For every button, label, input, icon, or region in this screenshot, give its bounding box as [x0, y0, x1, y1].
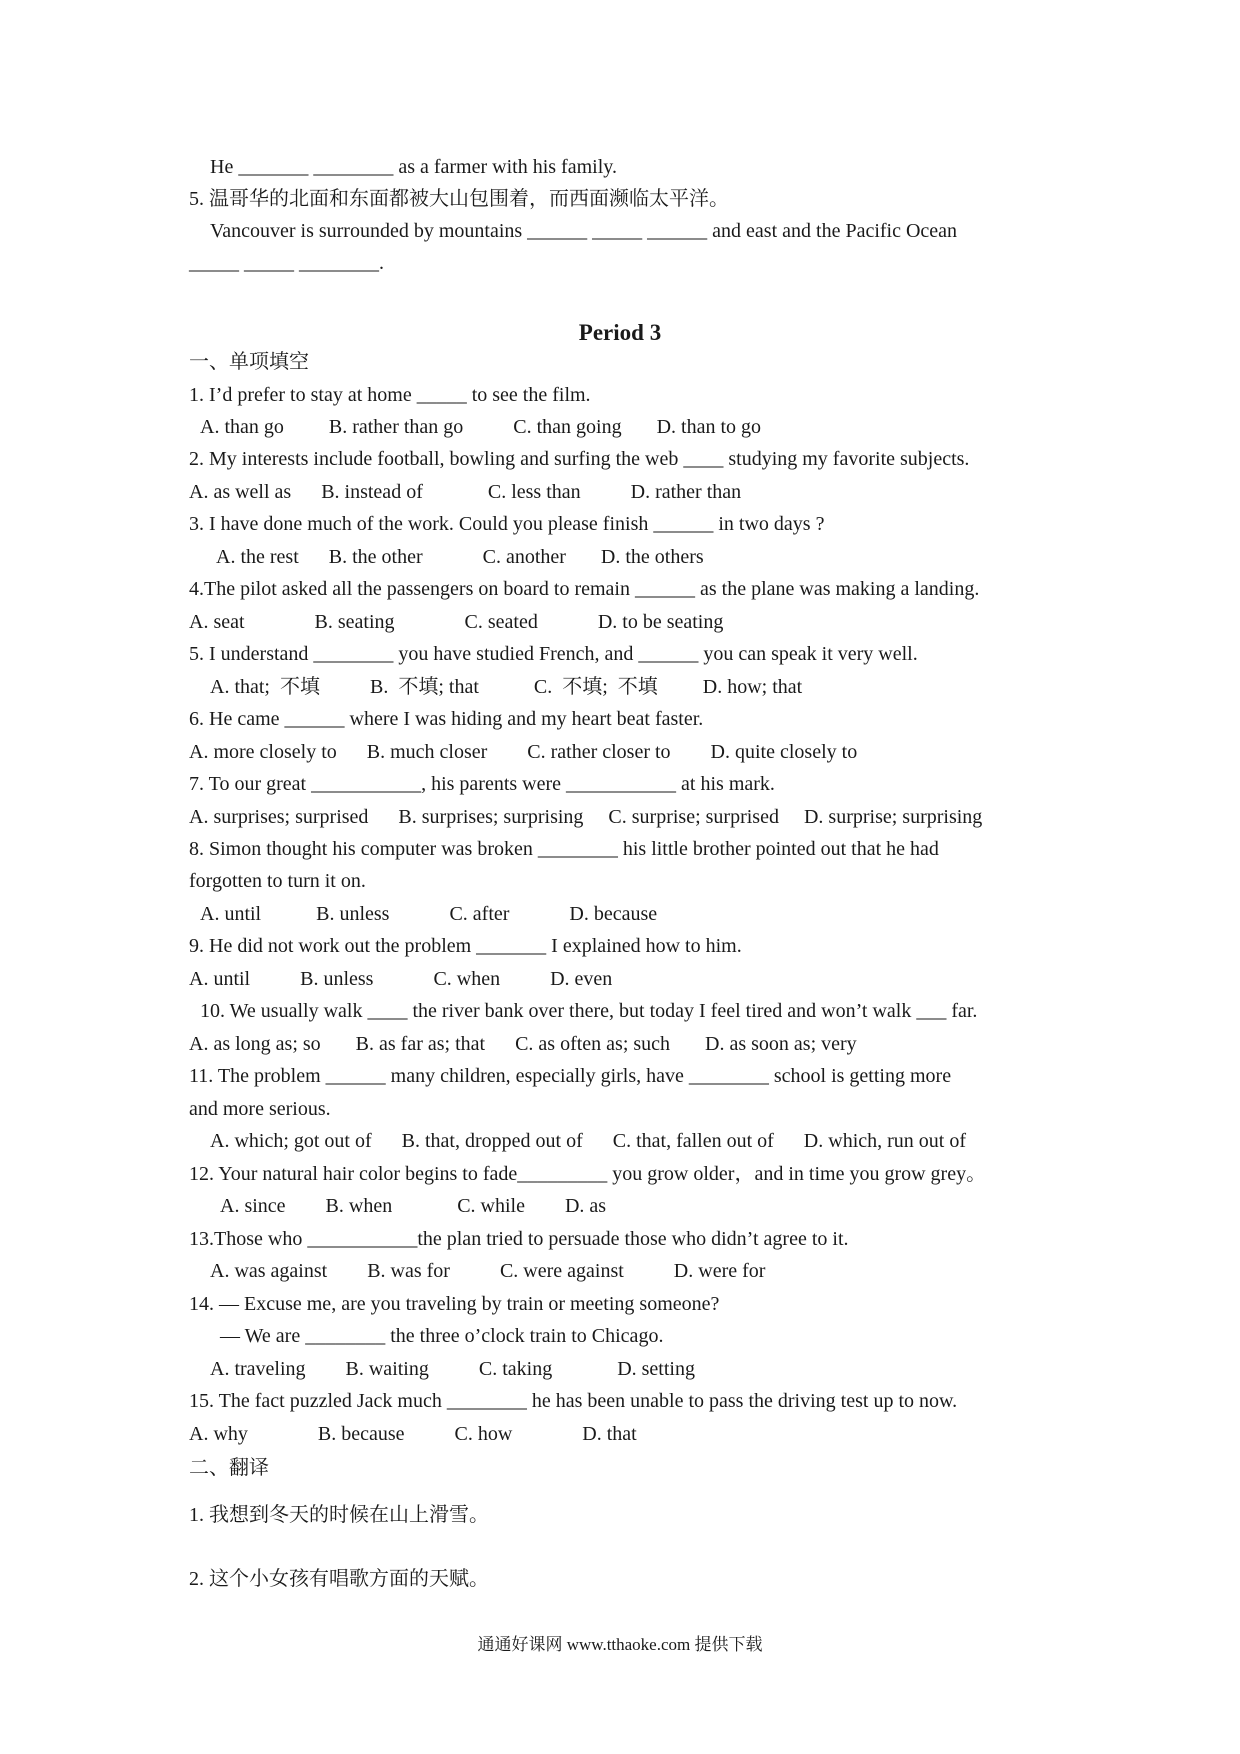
question-11-options: A. which; got out of B. that, dropped out of C. that, fallen out of D. which, run out of — [210, 1130, 967, 1152]
question-12-options: A. since B. when C. while D. as — [220, 1195, 607, 1217]
question-5-options: A. that; 不填 B. 不填; that C. 不填; 不填 D. how; that — [210, 676, 803, 698]
question-9-options: A. until B. unless C. when D. even — [189, 968, 613, 990]
question-11-continued: and more serious. — [189, 1098, 331, 1120]
question-13: 13.Those who ___________the plan tried to persuade those who didn’t agree to it. — [189, 1228, 849, 1250]
question-6-options: A. more closely to B. much closer C. rather closer to D. quite closely to — [189, 741, 858, 763]
translation-2: 2. 这个小女孩有唱歌方面的天赋。 — [189, 1568, 489, 1590]
question-4-options: A. seat B. seating C. seated D. to be seating — [189, 611, 724, 633]
question-8-continued: forgotten to turn it on. — [189, 870, 366, 892]
question-13-options: A. was against B. was for C. were against D. were for — [210, 1260, 766, 1282]
question-5: 5. I understand ________ you have studied French, and ______ you can speak it very well. — [189, 643, 918, 665]
page-footer: 通通好课网 www.tthaoke.com 提供下载 — [477, 1635, 763, 1654]
section-1-title: 一、单项填空 — [189, 351, 309, 373]
question-14: 14. — Excuse me, are you traveling by train or meeting someone? — [189, 1293, 720, 1315]
question-11: 11. The problem ______ many children, especially girls, have ________ school is getting more — [189, 1065, 952, 1087]
prev-q5-chinese: 5. 温哥华的北面和东面都被大山包围着，而西面濒临太平洋。 — [189, 188, 729, 210]
question-8-options: A. until B. unless C. after D. because — [200, 903, 658, 925]
question-2: 2. My interests include football, bowling and surfing the web ____ studying my favorite subjects. — [189, 448, 970, 470]
question-4: 4.The pilot asked all the passengers on board to remain ______ as the plane was making a landing. — [189, 578, 980, 600]
question-1: 1. I’d prefer to stay at home _____ to see the film. — [189, 384, 591, 406]
prev-line-he: He _______ ________ as a farmer with his family. — [210, 156, 617, 178]
period-title: Period 3 — [578, 320, 662, 345]
question-2-options: A. as well as B. instead of C. less than D. rather than — [189, 481, 742, 503]
question-3: 3. I have done much of the work. Could you please finish ______ in two days ? — [189, 513, 825, 535]
question-14-continued: — We are ________ the three o’clock train to Chicago. — [220, 1325, 664, 1347]
prev-q5-english-1: Vancouver is surrounded by mountains ______ _____ ______ and east and the Pacific Ocean — [210, 220, 958, 242]
prev-q5-english-2: _____ _____ ________. — [189, 252, 384, 274]
question-8: 8. Simon thought his computer was broken ________ his little brother pointed out that he had — [189, 838, 939, 860]
question-9: 9. He did not work out the problem _______ I explained how to him. — [189, 935, 742, 957]
question-6: 6. He came ______ where I was hiding and my heart beat faster. — [189, 708, 704, 730]
question-1-options: A. than go B. rather than go C. than going D. than to go — [200, 416, 762, 438]
question-12: 12. Your natural hair color begins to fade_________ you grow older，and in time you grow grey。 — [189, 1163, 987, 1185]
question-10: 10. We usually walk ____ the river bank over there, but today I feel tired and won’t walk ___ far. — [200, 1000, 978, 1022]
translation-1: 1. 我想到冬天的时候在山上滑雪。 — [189, 1504, 489, 1526]
question-10-options: A. as long as; so B. as far as; that C. as often as; such D. as soon as; very — [189, 1033, 857, 1055]
question-7-options: A. surprises; surprised B. surprises; surprising C. surprise; surprised D. surprise; surprising — [189, 806, 983, 828]
question-15-options: A. why B. because C. how D. that — [189, 1423, 637, 1445]
question-7: 7. To our great ___________, his parents were ___________ at his mark. — [189, 773, 775, 795]
question-14-options: A. traveling B. waiting C. taking D. setting — [210, 1358, 695, 1380]
question-15: 15. The fact puzzled Jack much ________ he has been unable to pass the driving test up to now. — [189, 1390, 958, 1412]
question-3-options: A. the rest B. the other C. another D. the others — [216, 546, 704, 568]
section-2-title: 二、翻译 — [189, 1457, 269, 1479]
